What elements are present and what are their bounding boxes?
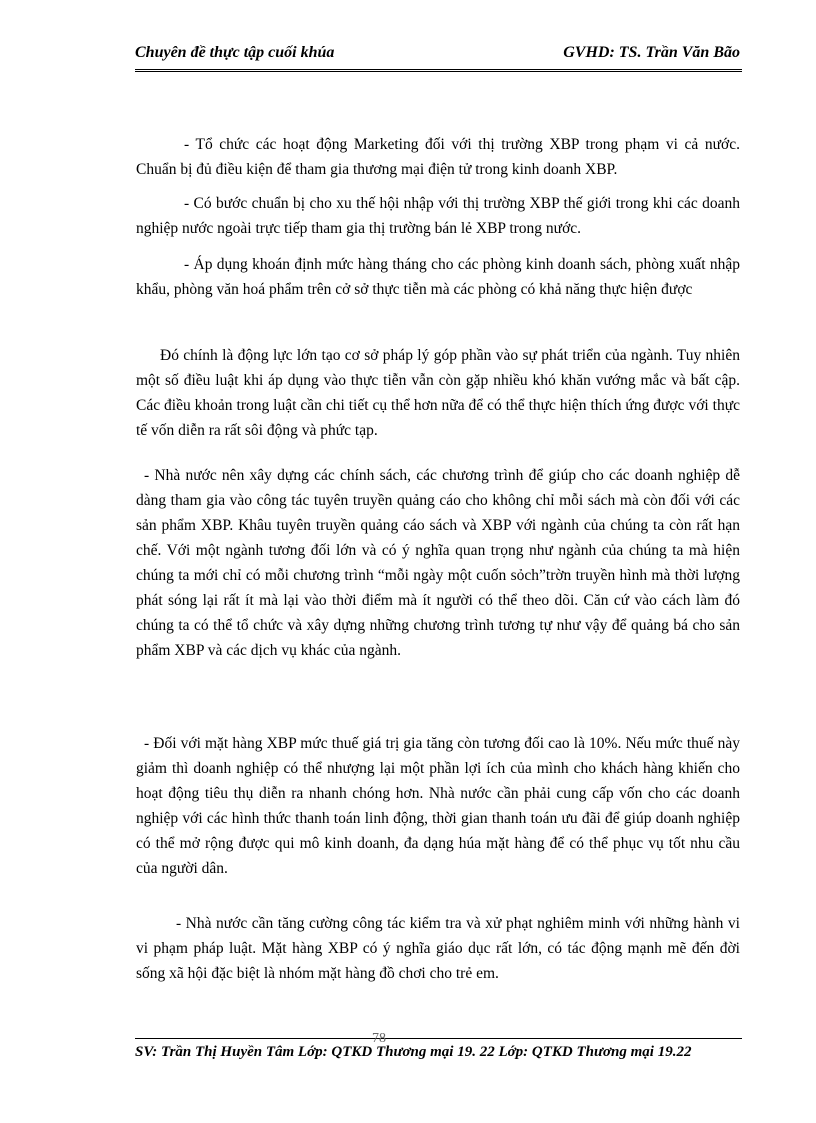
- page-footer: SV: Trần Thị Huyền Tâm Lớp: QTKD Thương mại 19. 22 Lớp: QTKD Thương mại 19.22: [135, 1044, 692, 1060]
- paragraph-3: - Áp dụng khoán định mức hàng tháng cho các phòng kinh doanh sách, phòng xuất nhập khẩu, phòng văn hoá phẩm trên cở sở thực tiễn mà các phòng có khả năng thực hiện được: [136, 256, 740, 298]
- paragraph-4: Đó chính là động lực lớn tạo cơ sở pháp lý góp phần vào sự phát triển của ngành. Tuy nhiên một số điều luật khi áp dụng vào thực tiễn vẫn còn gặp nhiều khó khăn vướng mắc và bất cập. Các điều khoản trong luật cần chi tiết cụ thể hơn nữa để có thể thực hiện thích ứng được với thực tế vốn diễn ra rất sôi động và phức tạp.: [136, 347, 740, 439]
- page-header: [135, 44, 740, 68]
- paragraph-2: - Có bước chuẩn bị cho xu thế hội nhập với thị trường XBP thế giới trong khi các doanh nghiệp nước ngoài trực tiếp tham gia thị trường bán lẻ XBP trong nước.: [136, 195, 740, 237]
- footer-rule: [135, 1038, 742, 1039]
- paragraph-7: - Nhà nước cần tăng cường công tác kiểm tra và xử phạt nghiêm minh với những hành vi vi phạm pháp luật. Mặt hàng XBP có ý nghĩa giáo dục rất lớn, có tác động mạnh mẽ đến đời sống xã hội đặc biệt là nhóm mặt hàng đồ chơi cho trẻ em.: [136, 915, 740, 982]
- paragraph-1: - Tổ chức các hoạt động Marketing đối với thị trường XBP trong phạm vi cả nước. Chuẩn bị đủ điều kiện để tham gia thương mại điện tử trong kinh doanh XBP.: [136, 136, 740, 178]
- page-number: 78: [372, 1031, 386, 1046]
- header-advisor: GVHD: TS. Trần Văn Bão: [563, 44, 740, 61]
- paragraph-5: - Nhà nước nên xây dựng các chính sách, các chương trình để giúp cho các doanh nghiệp dễ dàng tham gia vào công tác tuyên truyền quảng cáo cho không chỉ mỗi sách mà còn đối với các sản phẩm XBP. Khâu tuyên truyền quảng cáo sách và XBP với ngành của chúng ta còn rất hạn chế. Với một ngành tương đối lớn và có ý nghĩa quan trọng như ngành của chúng ta mà hiện chúng ta mới chỉ có mỗi chương trình “mỗi ngày một cuốn sỏch”trờn truyền hình mà thời lượng phát sóng lại rất ít mà lại vào thời điểm mà ít người có thể theo dõi. Căn cứ vào cách làm đó chúng ta có thể tổ chức và xây dựng những chương trình tương tự như vậy để quảng bá cho sản phẩm XBP và các dịch vụ khác của ngành.: [136, 467, 740, 659]
- header-topic: Chuyên đề thực tập cuối khúa: [135, 44, 335, 61]
- paragraph-6: - Đối với mặt hàng XBP mức thuế giá trị gia tăng còn tương đối cao là 10%. Nếu mức thuế này giảm thì doanh nghiệp có thể nhượng lại một phần lợi ích của mình cho khách hàng khiến cho hoạt động tiêu thụ diễn ra nhanh chóng hơn. Nhà nước cần phải cung cấp vốn cho các doanh nghiệp với các hình thức thanh toán linh động, thời gian thanh toán ưu đãi để giúp doanh nghiệp có thể mở rộng được qui mô kinh doanh, đa dạng húa mặt hàng để có thể phục vụ tốt nhu cầu của người dân.: [136, 735, 740, 877]
- header-rule: [135, 69, 742, 72]
